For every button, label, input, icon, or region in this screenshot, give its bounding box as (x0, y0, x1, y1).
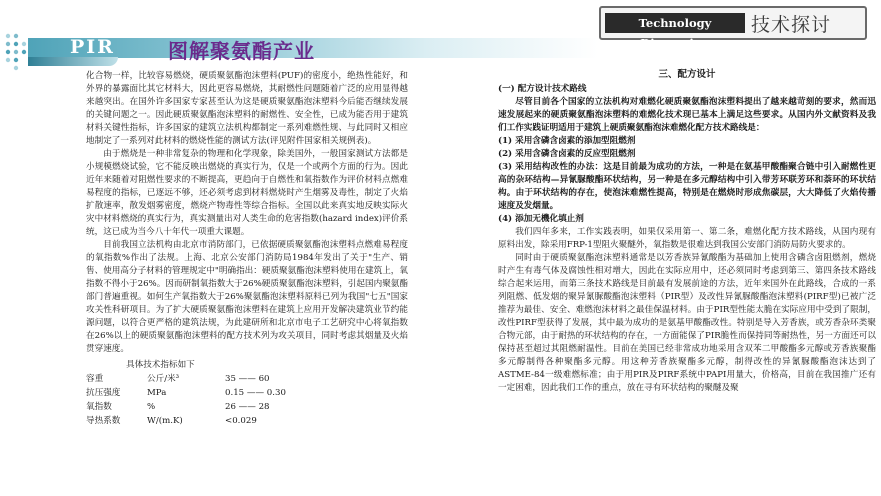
badge-chinese-label: 技术探讨 (751, 14, 832, 36)
list-item: (1) 采用含磷含卤素的添加型阻燃剂 (498, 136, 636, 146)
subsection-heading: (一) 配方设计技术路线 (498, 84, 587, 94)
section-heading: 三、配方设计 (658, 69, 716, 80)
spec-value: 0.15 —— 0.30 (225, 388, 286, 398)
left-paragraph-2: 由于燃烧是一种非常复杂的物理和化学现象，除美国外，一般国家测试方法都是小规模燃烧试验，它不能反映出燃烧的真实行为，仅是一个或两个方面的行为。因此近年来随着对阻燃性要求的不断提高，更趋向于自燃性和氧指数作为评价材料点燃难易程度的指标，已逐远不够，还必须考虑到材料燃烧时产生烟雾及毒性，制定了火焰扩散速率，散发烟雾密度，燃烧产物毒性等综合指标。全国以此来真实地反映实际火灾中材料燃烧的真实行为，真实测量出对人类生命的危害指数(hazard index)评价系统，这已成为当今八十年代一项重大课题。 (86, 149, 408, 237)
spec-value: 35 —— 60 (225, 374, 270, 384)
right-column (498, 70, 876, 395)
left-column (86, 70, 408, 429)
header-tag: PIR (70, 36, 115, 58)
right-paragraph-1: 尽管目前各个国家的立法机构对难燃化硬质聚氨酯泡沫塑料提出了越来越苛刻的要求，然而迅速发展起来的硬质聚氨酯泡沫塑料的难燃化技术现已基本上满足这些要求。从国内外文献资料及我们工作实践证明适用于建筑上硬质聚氨酯泡沫难燃化配方技术路线是： (498, 97, 876, 133)
left-paragraph-1: 化合物一样，比较容易燃烧，硬质聚氨酯泡沫塑料(PUF)的密度小，绝热性能好，和外界的暴露面比其它材料大，因此更容易燃烧，其耐燃性问题随着广泛的应用显得越来越突出。在国外许多国家专家甚至认为这是硬质聚氨酯泡沫塑料今后能否继续发展的关键问题之一。因此硬质聚氨酯泡沫塑料的耐燃性、安全性，已成为能否用于建筑材料关键性指标，许多国家的建筑立法机构都制定一系列难燃性规、与此同时又相应地制定了一系列对此材料的燃烧性能的测试方法(评见附件国家相关规例表)。 (86, 71, 408, 146)
header-swoosh (28, 57, 118, 66)
specs-row (86, 373, 286, 387)
list-item: (4) 添加无機化填止剂 (498, 214, 584, 224)
specs-row (86, 415, 286, 429)
scanned-article-page (86, 70, 878, 490)
specs-table (86, 373, 286, 429)
spec-name: 容重 (86, 374, 104, 384)
badge-english-label: Technology Discussion (605, 13, 745, 33)
spec-unit: W/(m.K) (147, 416, 183, 426)
spec-value: <0.029 (225, 416, 257, 426)
specs-title: 具体技术指标如下 (126, 360, 195, 370)
spec-name: 导热系数 (86, 416, 121, 426)
specs-row (86, 401, 286, 415)
spec-unit: % (147, 402, 156, 412)
page-title: 图解聚氨酯产业 (168, 39, 315, 63)
spec-name: 抗压强度 (86, 388, 121, 398)
right-paragraph-2: 我们四年多来，工作实践表明，如果仅采用第一、第二条，难燃化配方技术路线，从国内现有原料出发，除采用FRP-1型阻火聚醚外，氧指数是很难达到我国公安部门消防局防火要求的。 (498, 227, 876, 250)
list-item: (2) 采用含磷含卤素的反应型阻燃剂 (498, 149, 636, 159)
list-item: (3) 采用结构改性的办法：这是目前最为成功的方法，一种是在氨基甲酸酯聚合链中引入耐燃性更高的杂环结构—异氰脲酸酯环状结构，另一种是在多元醇结构中引入带芳环联芳环和萘环的环状结构。由于环状结构的存在，使泡沫难燃性提高，特别是在燃烧时形成焦碳层，大大降低了火焰传播速度及发烟量。 (498, 162, 876, 211)
section-badge (599, 6, 867, 50)
header-dots-decoration (2, 30, 28, 78)
right-paragraph-3: 同时由于硬质聚氨酯泡沫塑料通常是以芳香族异氰酸酯为基础加上使用含磷含卤阻燃剂，燃烧时产生有毒气体及腐蚀性相对增大，因此在实际应用中，还必须同时考虑到第三、第四条技术路线综合起来运用，而第三条技术路线是目前最有发展前途的方法，近年来国外在此路线，合成的一系列阻燃、低发烟的聚异氰脲酸酯泡沫塑料（PIR型）及改性异氰脲酸酯泡沫塑料(PIRF型)已被广泛推荐为最佳、安全、难燃泡沫材料之最佳保温材料。由于PIR型性能太脆在实际应用中受到了限制，改性PIRF型获得了发展，其中最为成功的是氨基甲酸酯改性。特别是导入芳香族，或芳香杂环类聚合物元部，由于耐热的环状结构的存在，一方面能保了PIR脆性而保持同等耐热性，另一方面还可以保持甚至超过其阻燃耐温性。目前在美国已经非常成功地采用含双苯二甲酸酯多元醇或芳香族聚酯多元醇制得各种聚酯多元醇。用这种芳香族聚酯多元醇，制得改性的异氰脲酸酯泡沫达到了ASTME-84一级难燃标准；由于用PIR及PIRF系统中PAPI用量大，价格高，目前在我国推广还有一定困难，因此我们工作的重点，放在寻有环状结构的聚醚及聚 (498, 253, 876, 393)
spec-value: 26 —— 28 (225, 402, 270, 412)
spec-name: 氧指数 (86, 402, 112, 412)
spec-unit: 公斤/米³ (147, 374, 180, 384)
left-paragraph-3: 目前我国立法机构由北京市消防部门，已依据硬质聚氨酯泡沫塑料点燃难易程度的氧指数%作出了法规。上海、北京公安部门消防局1984年发出了关于"生产、销售、使用高分子材料的管理规定中"明确指出：硬质聚氨酯泡沫塑料使用在建筑上，氧指数不得小于26%。因而研制氧指数大于26%硬质聚氨酯泡沫塑料，引起国内聚氨酯部门普遍重视。如何生产氧指数大于26%聚氨酯泡沫塑料原料已列为我国"七五"国家攻关性科研项目。为了扩大硬质聚氨酯泡沫塑料在建筑上应用开发解决建筑业节约能源问题，以符合更严格的建筑法规，为此建研所和北京市电子工艺研究中心将氧指数在26%以上的硬质聚氨酯泡沫塑料的配方技术列为攻关项目，同时考虑其烟量及火焰贯穿速度。 (86, 240, 408, 354)
spec-unit: MPa (147, 388, 167, 398)
specs-row (86, 387, 286, 401)
